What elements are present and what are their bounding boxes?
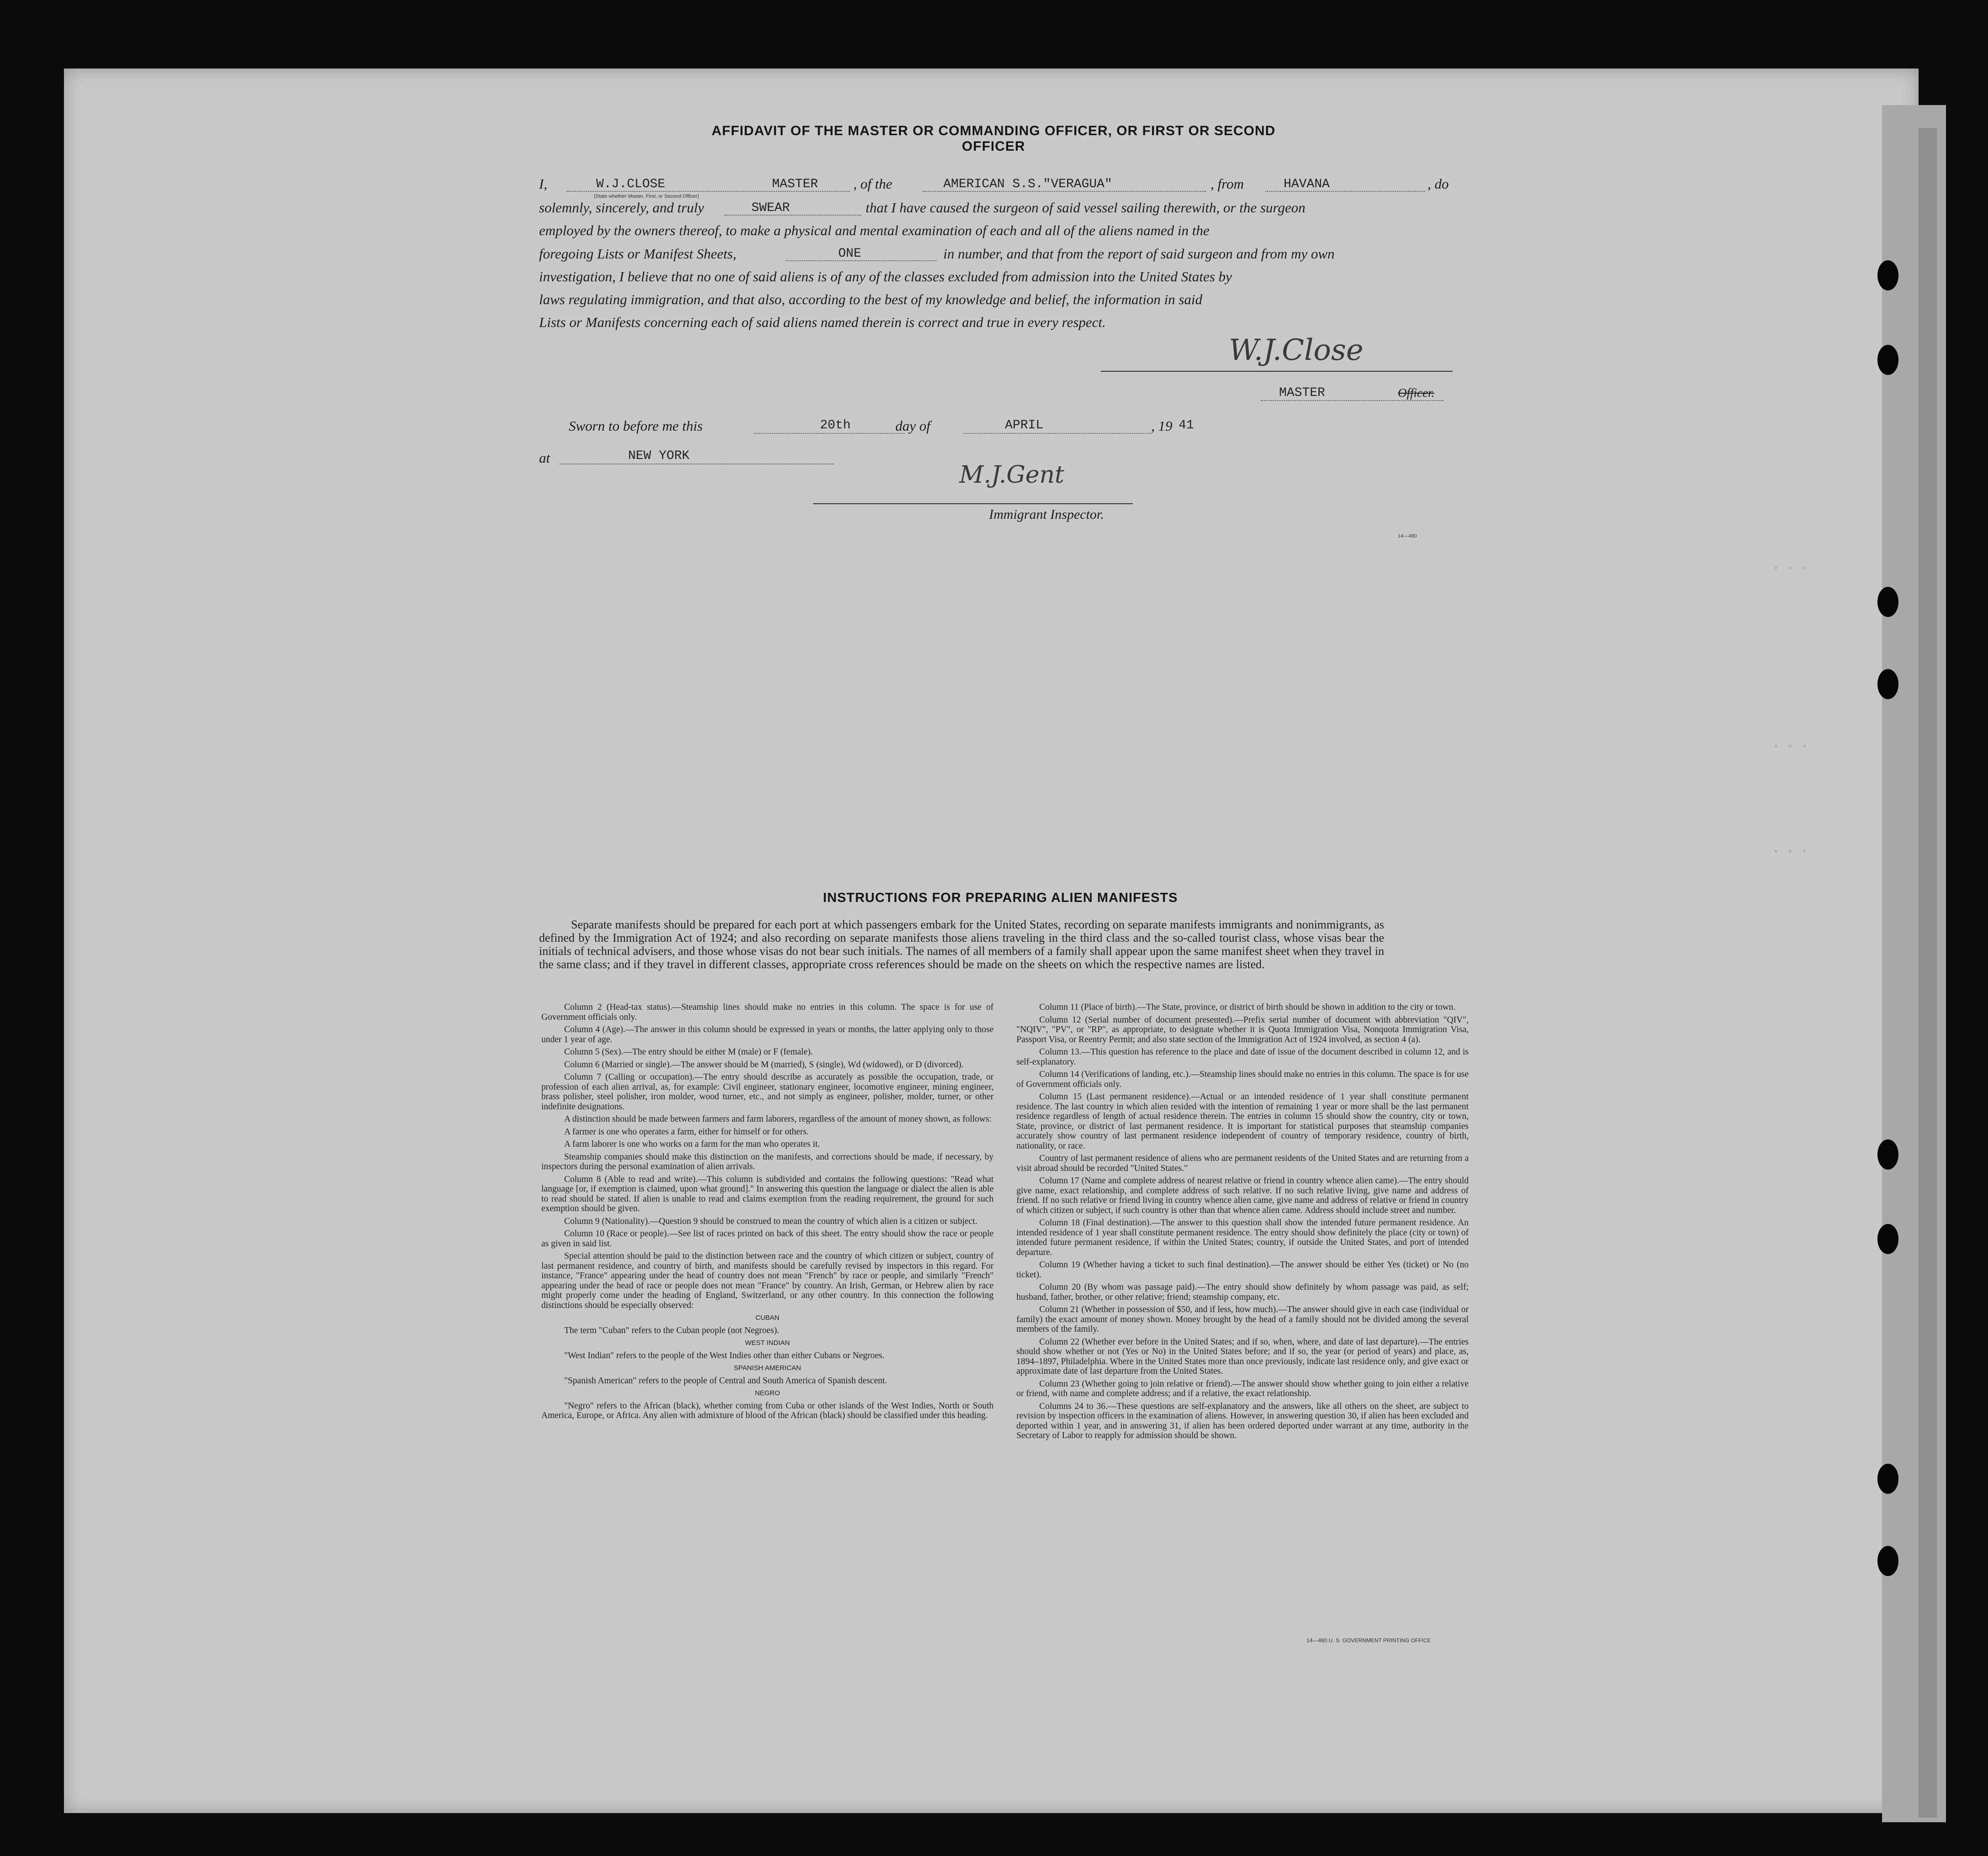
instruction-paragraph: "Negro" refers to the African (black), whether coming from Cuba or other islands of the West Indies, North or South America, Europe, or Africa. Any alien with admixture of blood of the African (black) should be classified under this heading. — [541, 1401, 994, 1420]
instruction-paragraph: Steamship companies should make this distinction on the manifests, and corrections should be made, if necessary, by inspectors during the personal examination of alien arrivals. — [541, 1152, 994, 1171]
signature-line — [813, 503, 1133, 504]
affidavit-title: AFFIDAVIT OF THE MASTER OR COMMANDING OFFICER, OR FIRST OR SECOND OFFICER — [711, 123, 1276, 154]
instruction-paragraph: Column 12 (Serial number of document presented).—Prefix serial number of document with abbreviation "QIV", "NQIV", "PV", or "RP", as appropriate, to designate whether it is Quota Immigration Visa, Nonquota Immigration Visa, Passport Visa, or Reentry Permit; and also state section of the Immigration Act of 1924 involved, as section 4 (a). — [1016, 1015, 1469, 1044]
heading-west-indian: WEST INDIAN — [745, 1339, 790, 1347]
heading-cuban: CUBAN — [755, 1314, 780, 1322]
master-name: W.J.CLOSE — [596, 177, 666, 191]
affidavit-line-3: employed by the owners thereof, to make a physical and mental examination of each and all of the aliens named in the — [539, 222, 1210, 238]
affidavit-line-5: investigation, I believe that no one of said aliens is of any of the classes excluded from admission into the United States by — [539, 269, 1232, 285]
heading-spanish-american: SPANISH AMERICAN — [734, 1364, 801, 1372]
sworn-day: 20th — [820, 418, 851, 432]
instruction-paragraph: A distinction should be made between farmers and farm laborers, regardless of the amount of money shown, as follows: — [564, 1114, 992, 1124]
vessel-name: AMERICAN S.S."VERAGUA" — [943, 177, 1112, 191]
instruction-paragraph: Column 2 (Head-tax status).—Steamship lines should make no entries in this column. The space is for use of Government officials only. — [541, 1002, 994, 1022]
signature-title-printed: Officer. — [1398, 386, 1435, 400]
binder-hole — [1877, 1546, 1898, 1576]
fill-line — [724, 215, 861, 216]
master-rank: MASTER — [772, 177, 818, 191]
instruction-paragraph: Column 5 (Sex).—The entry should be either M (male) or F (female). — [564, 1047, 813, 1057]
form-number: 14—480 — [1398, 533, 1417, 539]
instruction-paragraph: A farm laborer is one who works on a farm for the man who operates it. — [564, 1139, 820, 1149]
instruction-paragraph: Column 10 (Race or people).—See list of races printed on back of this sheet. The entry should show the race or people as given in said list. — [541, 1229, 994, 1249]
instruction-paragraph: Column 20 (By whom was passage paid).—The entry should show definitely by whom passage was paid, as self; husband, father, brother, or other relative; friend; steamship company, etc. — [1016, 1282, 1469, 1302]
instruction-paragraph: "Spanish American" refers to the people of Central and South America of Spanish descent. — [564, 1376, 887, 1386]
signature-title-typed: MASTER — [1279, 386, 1325, 400]
instructions-title: INSTRUCTIONS FOR PREPARING ALIEN MANIFESTS — [823, 891, 1178, 905]
affidavit-line-4b: in number, and that from the report of said surgeon and from my own — [943, 246, 1335, 262]
affidavit-line-7: Lists or Manifests concerning each of said aliens named therein is correct and true in every respect. — [539, 314, 1106, 330]
affidavit-line-2b: that I have caused the surgeon of said vessel sailing therewith, or the surgeon — [866, 200, 1306, 216]
underlying-page-edge-shadow — [1919, 128, 1937, 1818]
instruction-paragraph: The term "Cuban" refers to the Cuban people (not Negroes). — [564, 1325, 779, 1335]
text-i: I, — [539, 176, 548, 192]
sworn-day-of: day of — [895, 418, 931, 434]
sworn-century: , 19 — [1151, 418, 1173, 434]
instruction-paragraph: Column 13.—This question has reference to the place and date of issue of the document described in column 12, and is self-explanatory. — [1016, 1047, 1469, 1067]
text-do: , do — [1428, 176, 1449, 192]
sworn-month: APRIL — [1005, 418, 1044, 432]
binder-hole — [1877, 345, 1898, 375]
instruction-paragraph: Column 21 (Whether in possession of $50, and if less, how much).—The answer should give in each case (individual or family) the exact amount of money shown. Money brought by the head of a family should not be divided among the several members of the family. — [1016, 1305, 1469, 1334]
instruction-paragraph: Column 14 (Verifications of landing, etc.).—Steamship lines should make no entries in this column. The space is for use of Government officials only. — [1016, 1070, 1469, 1089]
at-place: NEW YORK — [628, 449, 690, 463]
heading-negro: NEGRO — [755, 1389, 780, 1397]
affidavit-line-6: laws regulating immigration, and that also, according to the best of my knowledge and belief, the information in said — [539, 291, 1203, 307]
instruction-paragraph: Column 4 (Age).—The answer in this column should be expressed in years or months, the latter applying only to those under 1 year of age. — [541, 1025, 994, 1044]
instruction-paragraph: Column 15 (Last permanent residence).—Actual or an intended residence of 1 year shall constitute permanent residence. The last country in which alien resided with the intention of remaining 1 year or more shall be the last permanent residence regardless of length of actual residence therein. The entries in column 15 should show the country, city or town, State, province, or district of last permanent residence. It is important for statistical purposes that steamship companies accurately show country of last permanent residence independent of country of temporary residence, country of birth, nationality, or race. — [1016, 1092, 1469, 1151]
oath-word: SWEAR — [751, 201, 790, 215]
text-from: , from — [1211, 176, 1244, 192]
bleed-through-text: ▪ ▪ ▪ — [1772, 740, 1808, 754]
instruction-paragraph: A farmer is one who operates a farm, either for himself or for others. — [564, 1127, 809, 1137]
departure-port: HAVANA — [1284, 177, 1330, 191]
instruction-paragraph: Column 11 (Place of birth).—The State, province, or district of birth should be shown in addition to the city or town. — [1039, 1002, 1456, 1012]
binder-hole — [1877, 1464, 1898, 1494]
inspector-signature: M.J.Gent — [959, 461, 1064, 489]
signature-line — [1101, 371, 1453, 372]
rank-note: (State whether Master, First, or Second Officer) — [594, 194, 699, 199]
binder-hole — [1877, 669, 1898, 699]
instruction-paragraph: Column 19 (Whether having a ticket to such final destination).—The answer should be either Yes (ticket) or No (no ticket). — [1016, 1260, 1469, 1280]
instruction-paragraph: Column 9 (Nationality).—Question 9 should be construed to mean the country of which alien is a citizen or subject. — [564, 1216, 978, 1226]
fill-line — [1261, 400, 1443, 401]
instructions-left-column — [541, 1002, 994, 1424]
inspector-label: Immigrant Inspector. — [989, 507, 1104, 522]
master-signature: W.J.Close — [1229, 333, 1364, 367]
at-label: at — [539, 450, 550, 466]
instruction-paragraph: Columns 24 to 36.—These questions are self-explanatory and the answers, like all others on the sheet, are subject to revision by inspection officers in the examination of aliens. However, in answering question 30, if alien has been excluded and deported within 1 year, and in answering 31, if alien has been ordered deported under warrant at any time, authority in the Secretary of Labor to reapply for admission should be shown. — [1016, 1401, 1469, 1440]
affidavit-line-4a: foregoing Lists or Manifest Sheets, — [539, 246, 736, 262]
instructions-intro: Separate manifests should be prepared for each port at which passengers embark for the United States, recording on separate manifests immigrants and nonimmigrants, as defined by the Immigration Act of 1924; and also recording on separate manifests those aliens traveling in the third class and the so-called tourist class, whose visas bear the initials of technical advisers, and those whose visas do not bear such initials. The names of all members of a family shall appear upon the same manifest sheet when they travel in the same class; and if they travel in different classes, appropriate cross references should be made on the sheets on which the respective names are listed. — [539, 918, 1384, 971]
fill-line — [754, 433, 904, 434]
instruction-paragraph: "West Indian" refers to the people of the West Indies other than either Cubans or Negroes. — [564, 1350, 885, 1360]
binder-hole — [1877, 587, 1898, 617]
instruction-paragraph: Column 17 (Name and complete address of nearest relative or friend in country whence alien came).—The entry should give name, exact relationship, and complete address of such relative. If no such relative living, give name and address of friend. If no such relative or friend living in country whence alien came, give name and address of relative or friend in country of which citizen or subject, if such country is other than that whence alien came. Address should include street and number. — [1016, 1176, 1469, 1215]
instruction-paragraph: Special attention should be paid to the distinction between race and the country of which citizen or subject, country of last permanent residence, and country of birth, and manifests should be carefully revised by inspectors in this regard. For instance, "France" appearing under the head of country does not mean "French" by race or people, and similarly "French" appearing under the head of race or people does not mean "France" by country. An Irish, German, or Hebrew alien by race might properly come under the heading of England, Switzerland, or any other country. In this connection the following distinctions should be especially observed: — [541, 1251, 994, 1310]
text-of-the: , of the — [853, 176, 893, 192]
bleed-through-text: ▪ ▪ ▪ — [1772, 845, 1808, 859]
affidavit-line-2a: solemnly, sincerely, and truly — [539, 200, 704, 216]
instruction-paragraph: Column 6 (Married or single).—The answer should be M (married), S (single), Wd (widowed), or D (divorced). — [564, 1060, 964, 1070]
sheet-count: ONE — [838, 247, 862, 261]
fill-line — [964, 433, 1151, 434]
instruction-paragraph: Column 23 (Whether going to join relative or friend).—The answer should show whether going to join either a relative or friend, with name and complete address; and if a relative, the exact relationship. — [1016, 1379, 1469, 1398]
sworn-year: 41 — [1179, 418, 1194, 432]
binder-hole — [1877, 1139, 1898, 1170]
sworn-text: Sworn to before me this — [569, 418, 703, 434]
binder-hole — [1877, 1224, 1898, 1254]
binder-hole — [1877, 260, 1898, 290]
instruction-paragraph: Column 22 (Whether ever before in the United States; and if so, when, where, and date of last departure).—The entries should show whether or not (Yes or No) in the United States before; and if so, the year (or period of years) and place, as, 1894–1897, Philadelphia. Where in the United States more than once previously, indicate last residence only, and give exact or approximate date of last departure from the United States. — [1016, 1337, 1469, 1376]
bleed-through-text: ▪ ▪ ▪ — [1772, 562, 1808, 575]
instruction-paragraph: Column 8 (Able to read and write).—This column is subdivided and contains the following questions: "Read what language [or, if exemption is claimed, upon what ground]." In answering this question the language or dialect the alien is able to read should be stated. If alien is unable to read and claims exemption from the reading requirement, the ground for such exemption should be given. — [541, 1174, 994, 1213]
instruction-paragraph: Column 7 (Calling or occupation).—The entry should describe as accurately as possible the occupation, trade, or profession of each alien arrival, as, for example: Civil engineer, stationary engineer, locomotive engineer, mining engineer, brass polisher, steel polisher, iron molder, wood turner, etc., and not simply as engineer, polisher, molder, turner, or other indefinite designations. — [541, 1072, 994, 1112]
instruction-paragraph: Column 18 (Final destination).—The answer to this question shall show the intended future permanent residence. An intended residence of 1 year shall constitute permanent residence. The entry should show definitely the place (city or town) of intended future permanent residence, if within the United States; country, if outside the United States, and port of intended departure. — [1016, 1218, 1469, 1257]
printing-office-footer: 14—480 U. S. GOVERNMENT PRINTING OFFICE — [1306, 1637, 1431, 1644]
instruction-paragraph: Country of last permanent residence of aliens who are permanent residents of the United States and are returning from a visit abroad should be recorded "United States." — [1016, 1154, 1469, 1173]
instructions-right-column — [1016, 1002, 1469, 1444]
